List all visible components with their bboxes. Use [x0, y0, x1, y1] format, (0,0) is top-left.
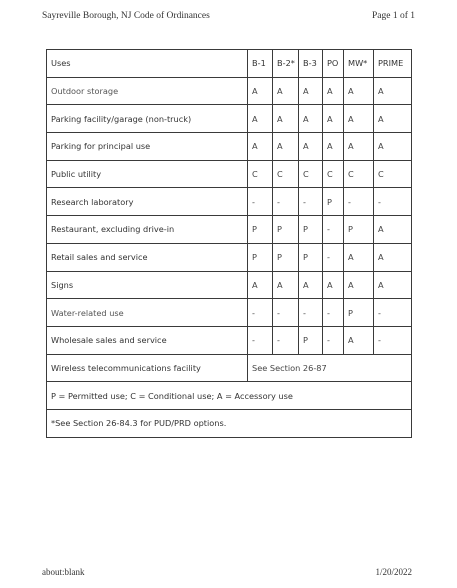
permission-code: A [248, 271, 273, 299]
legend-row [47, 382, 412, 410]
permission-code: - [299, 188, 323, 216]
permission-code: - [248, 188, 273, 216]
permission-code: P [299, 216, 323, 244]
permission-code: A [374, 133, 412, 161]
permission-code: C [273, 160, 299, 188]
permission-code: A [323, 77, 344, 105]
permission-code: A [344, 243, 374, 271]
column-header: Uses [47, 50, 248, 78]
permission-code: P [344, 216, 374, 244]
permission-code: - [344, 188, 374, 216]
permission-code: A [299, 271, 323, 299]
permission-code: C [323, 160, 344, 188]
permission-code: A [299, 77, 323, 105]
permission-code: - [374, 299, 412, 327]
permission-code: - [323, 216, 344, 244]
column-header: MW* [344, 50, 374, 78]
permission-code: - [323, 299, 344, 327]
table-row [47, 188, 412, 216]
column-header: PO [323, 50, 344, 78]
permission-code: - [273, 188, 299, 216]
footnote-row [47, 409, 412, 437]
column-header: PRIME [374, 50, 412, 78]
permission-code: - [273, 326, 299, 354]
footnote-text: *See Section 26-84.3 for PUD/PRD options. [47, 409, 412, 437]
permission-code: P [299, 243, 323, 271]
permission-code: A [248, 133, 273, 161]
permission-code: - [248, 326, 273, 354]
permission-code: P [299, 326, 323, 354]
table-row [47, 133, 412, 161]
permission-code: A [323, 105, 344, 133]
column-header: B-1 [248, 50, 273, 78]
page-number: Page 1 of 1 [371, 11, 415, 21]
permission-code: P [323, 188, 344, 216]
permission-code: A [273, 105, 299, 133]
use-name: Outdoor storage [47, 77, 248, 105]
permission-code: A [344, 77, 374, 105]
table-row [47, 160, 412, 188]
use-name: Wireless telecommunications facility [47, 354, 248, 382]
permission-code: - [273, 299, 299, 327]
document-title: Sayreville Borough, NJ Code of Ordinances [42, 11, 210, 21]
permission-code: - [374, 188, 412, 216]
permission-code: A [374, 271, 412, 299]
permission-code: A [344, 326, 374, 354]
permission-code: A [374, 243, 412, 271]
table-row [47, 243, 412, 271]
page-url: about:blank [42, 567, 85, 577]
permission-code: C [248, 160, 273, 188]
permission-code: P [273, 243, 299, 271]
permission-code: C [344, 160, 374, 188]
table-row [47, 271, 412, 299]
permission-code: A [323, 271, 344, 299]
permission-code: P [273, 216, 299, 244]
use-name: Restaurant, excluding drive-in [47, 216, 248, 244]
permission-code: A [374, 216, 412, 244]
print-date: 1/20/2022 [375, 567, 412, 577]
permission-code: A [273, 77, 299, 105]
use-name: Retail sales and service [47, 243, 248, 271]
use-table-body [47, 50, 412, 438]
table-header-row [47, 50, 412, 78]
column-header: B-3 [299, 50, 323, 78]
permission-code: A [299, 105, 323, 133]
permission-code: A [299, 133, 323, 161]
permission-code: A [344, 271, 374, 299]
use-name: Public utility [47, 160, 248, 188]
permission-code: A [374, 77, 412, 105]
table-row [47, 77, 412, 105]
section-reference: See Section 26-87 [248, 354, 412, 382]
use-name: Parking facility/garage (non-truck) [47, 105, 248, 133]
table-row [47, 105, 412, 133]
permission-code: P [248, 243, 273, 271]
permission-code: - [299, 299, 323, 327]
permission-code: - [323, 326, 344, 354]
permission-code: - [248, 299, 273, 327]
use-name: Wholesale sales and service [47, 326, 248, 354]
permission-code: A [273, 271, 299, 299]
permission-code: P [248, 216, 273, 244]
table-row [47, 326, 412, 354]
permission-code: A [248, 77, 273, 105]
permission-code: C [374, 160, 412, 188]
use-name: Water-related use [47, 299, 248, 327]
use-name: Research laboratory [47, 188, 248, 216]
permission-code: P [344, 299, 374, 327]
permission-code: A [374, 105, 412, 133]
permission-code: A [323, 133, 344, 161]
table-row [47, 216, 412, 244]
use-name: Signs [47, 271, 248, 299]
permission-code: C [299, 160, 323, 188]
permission-code: - [323, 243, 344, 271]
use-table [46, 49, 412, 438]
permission-code: A [248, 105, 273, 133]
legend-text: P = Permitted use; C = Conditional use; A = Accessory use [47, 382, 412, 410]
use-name: Parking for principal use [47, 133, 248, 161]
table-row [47, 299, 412, 327]
permission-code: A [344, 133, 374, 161]
permission-code: A [344, 105, 374, 133]
permission-code: A [273, 133, 299, 161]
table-row [47, 354, 412, 382]
permission-code: - [374, 326, 412, 354]
column-header: B-2* [273, 50, 299, 78]
